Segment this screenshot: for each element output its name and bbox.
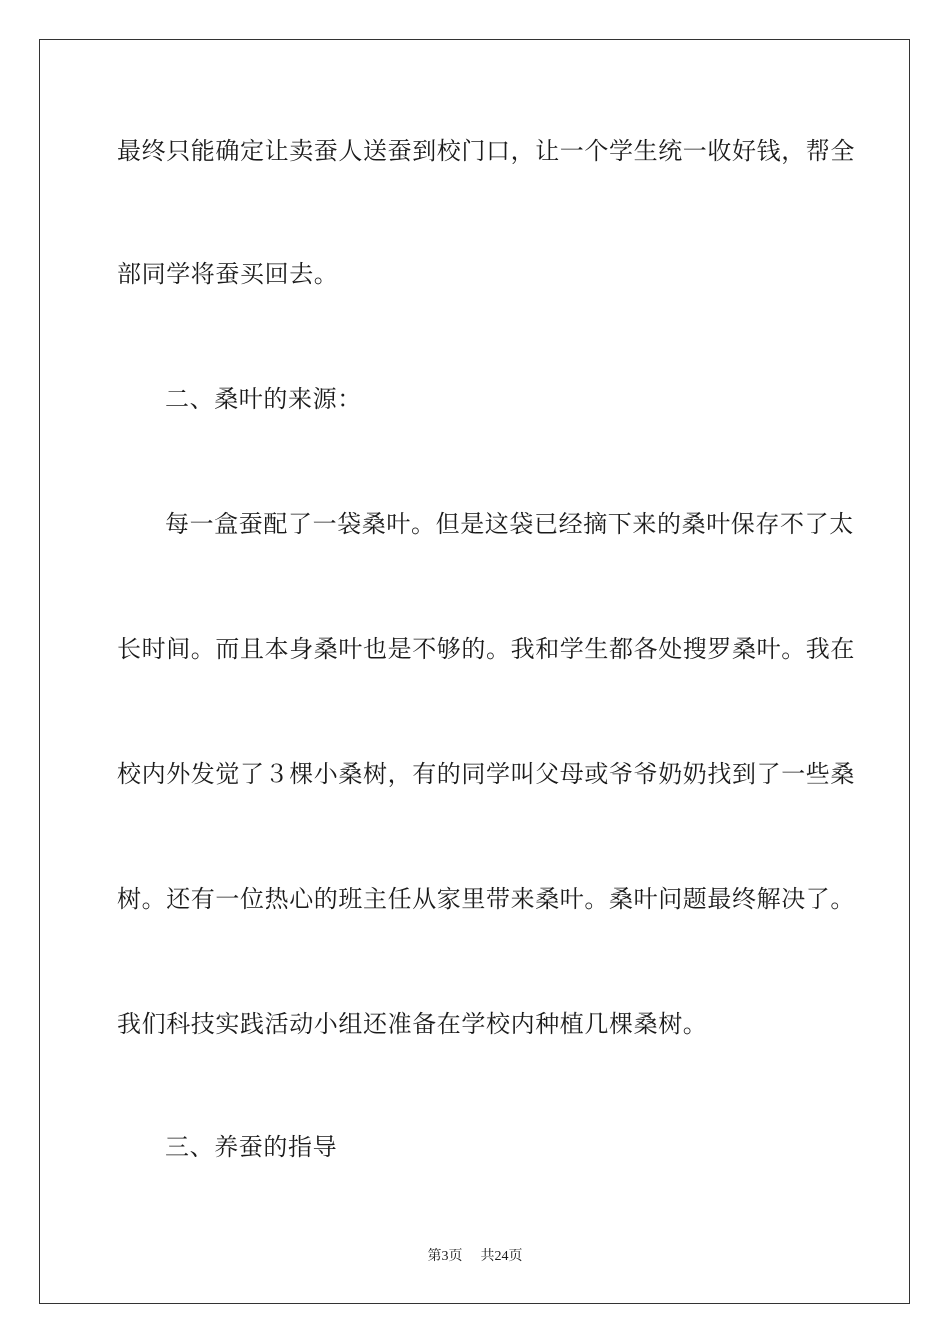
section-heading: 三、养蚕的指导 [165, 1133, 338, 1161]
body-text-line: 每一盒蚕配了一袋桑叶。但是这袋已经摘下来的桑叶保存不了太 [165, 510, 854, 538]
body-text-line: 校内外发觉了３棵小桑树，有的同学叫父母或爷爷奶奶找到了一些桑 [117, 760, 855, 788]
page-footer [0, 1247, 950, 1267]
body-text-line: 树。还有一位热心的班主任从家里带来桑叶。桑叶问题最终解决了。 [117, 885, 855, 913]
page-border [39, 39, 910, 1304]
body-text-line: 最终只能确定让卖蚕人送蚕到校门口，让一个学生统一收好钱，帮全 [117, 137, 855, 165]
page-total: 共24页 [480, 1249, 523, 1264]
body-text-line: 部同学将蚕买回去。 [117, 260, 339, 288]
body-text-line: 我们科技实践活动小组还准备在学校内种植几棵桑树。 [117, 1010, 708, 1038]
page-number: 第3页 [427, 1249, 463, 1264]
section-heading: 二、桑叶的来源： [165, 385, 362, 413]
body-text-line: 长时间。而且本身桑叶也是不够的。我和学生都各处搜罗桑叶。我在 [117, 635, 855, 663]
